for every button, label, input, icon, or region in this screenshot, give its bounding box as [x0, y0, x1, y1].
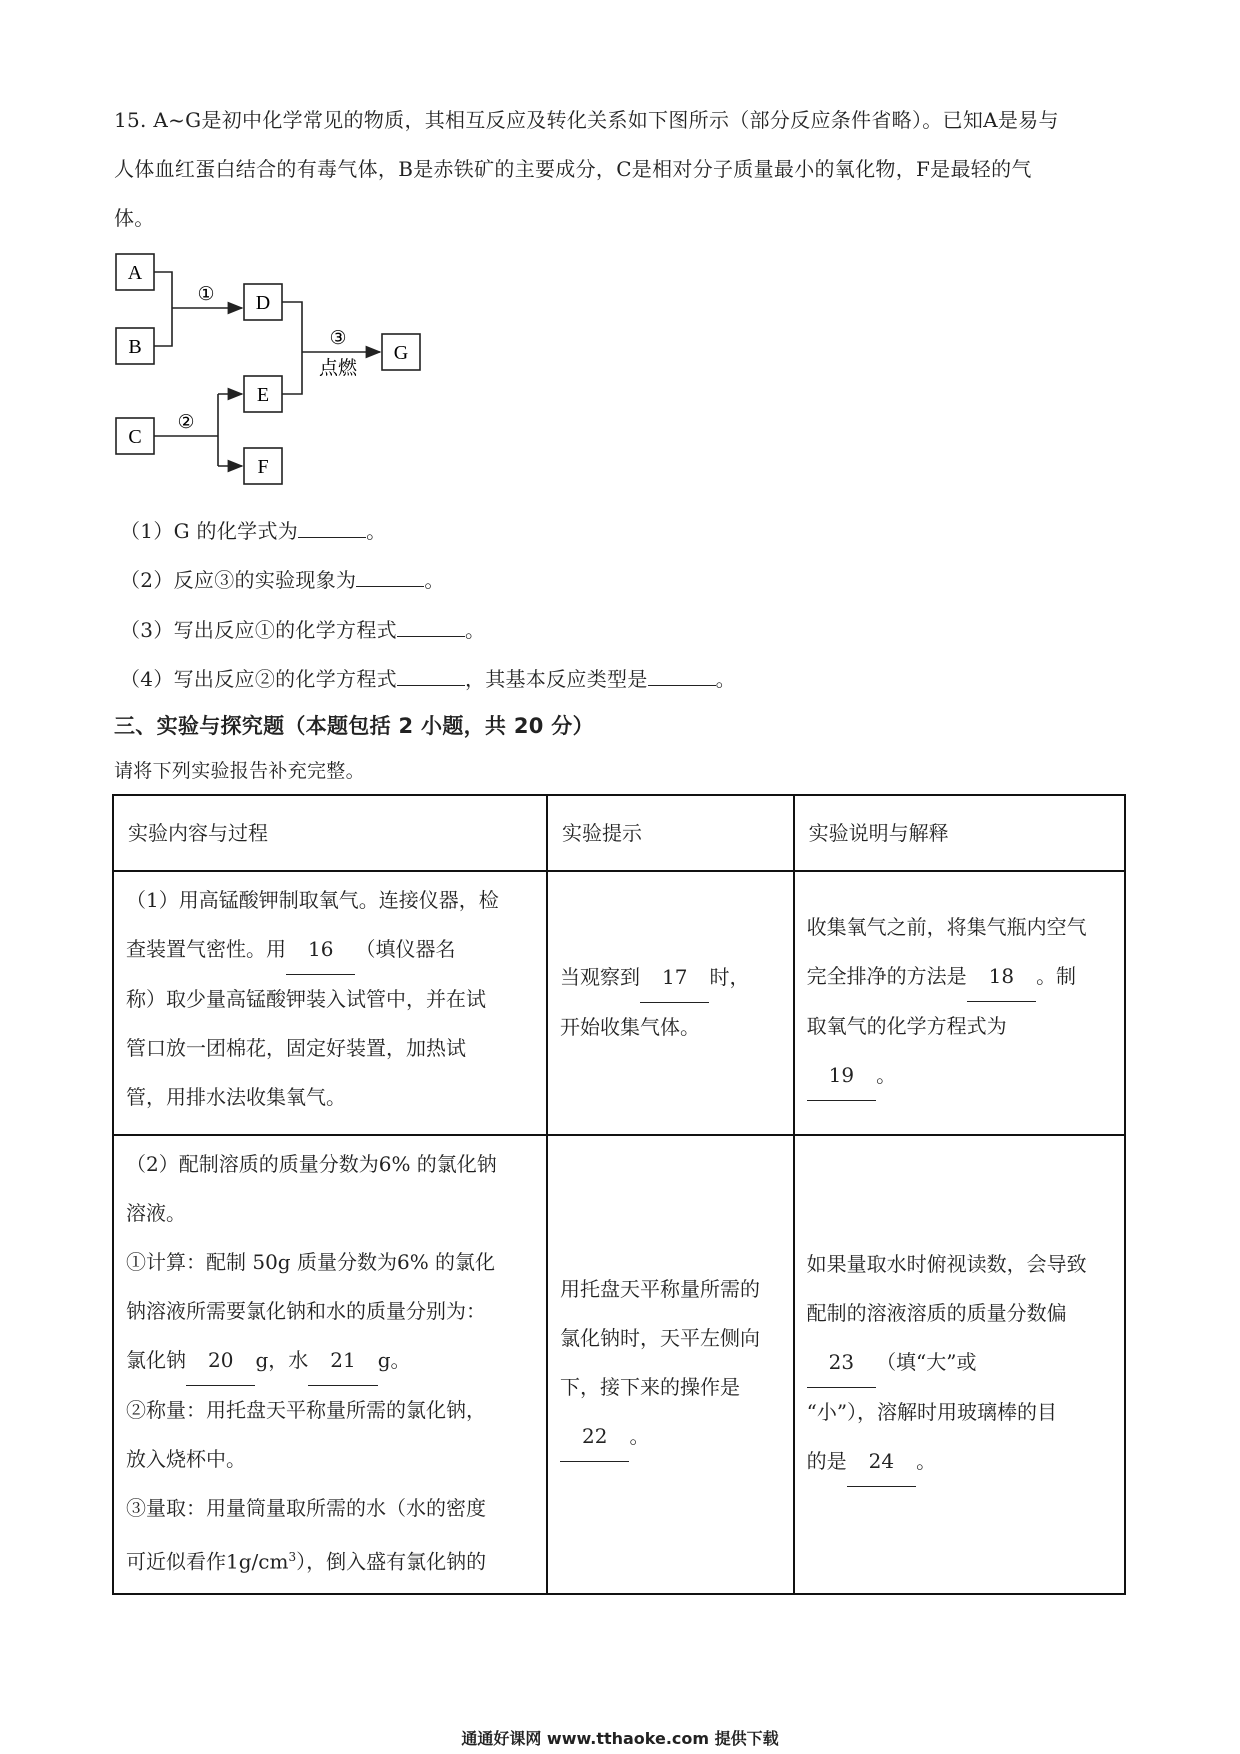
sub-question-3: [120, 614, 485, 644]
cell-text: 的是: [806, 1448, 847, 1473]
superscript: 3: [288, 1550, 297, 1564]
answer-blank[interactable]: [397, 663, 465, 686]
sub-question-2-text: （2）反应③的实验现象为: [120, 568, 357, 592]
cell-line: 管口放一团棉花，固定好装置，加热试: [126, 1036, 466, 1060]
reaction-1-label: ①: [197, 283, 215, 305]
page-footer[interactable]: 通通好课网 www.tthaoke.com 提供下载: [461, 1729, 779, 1748]
cell-line: “小”），溶解时用玻璃棒的目: [806, 1399, 1058, 1424]
blank-16[interactable]: 16: [286, 925, 355, 975]
cell-text: 氯化钠: [126, 1348, 186, 1372]
cell-line: 溶液。: [126, 1201, 186, 1225]
cell-text: 完全排净的方法是: [806, 964, 967, 988]
cell-text: 。: [916, 1448, 937, 1473]
reaction-3-label: ③: [329, 327, 347, 349]
cell-line: 开始收集气体。: [560, 1014, 701, 1039]
section-3-heading: 三、实验与探究题（本题包括 2 小题，共 20 分）: [114, 714, 594, 738]
box-a-label: A: [127, 262, 143, 284]
cell-line: 放入烧杯中。: [126, 1447, 246, 1471]
question-15-text-line-1: 15. A~G是初中化学常见的物质，其相互反应及转化关系如下图所示（部分反应条件省略）。已知A是易与: [114, 108, 1059, 132]
cell-line: ①计算：配制 50g 质量分数为6% 的氯化: [126, 1250, 496, 1274]
box-e-label: E: [256, 384, 270, 406]
cell-line: ②称量：用托盘天平称量所需的氯化钠，: [126, 1398, 486, 1422]
cell-text: 。: [629, 1423, 650, 1448]
column-header-process: 实验内容与过程: [113, 795, 547, 871]
cell-line: 管，用排水法收集氧气。: [126, 1085, 346, 1109]
sub-question-4-text: （4）写出反应②的化学方程式: [120, 667, 397, 691]
blank-18[interactable]: 18: [967, 952, 1036, 1002]
cell-line: [807, 952, 1112, 1002]
cell-text: ），倒入盛有氯化钠的: [296, 1549, 487, 1574]
sub-question-4: [120, 663, 736, 693]
punctuation: 。: [424, 568, 445, 592]
answer-blank[interactable]: [356, 564, 424, 587]
row-1-explanation-cell: [794, 871, 1125, 1135]
reaction-flow-diagram: [110, 250, 440, 500]
sub-question-4-mid-text: ，其基本反应类型是: [464, 667, 648, 691]
row-2-explanation-cell: [794, 1135, 1125, 1594]
box-b-label: B: [128, 336, 142, 358]
sub-question-2: [120, 564, 445, 594]
cell-text: g。: [377, 1348, 411, 1372]
answer-blank[interactable]: [397, 614, 465, 637]
blank-20[interactable]: 20: [186, 1336, 255, 1386]
reaction-3-condition: 点燃: [318, 357, 358, 379]
blank-21[interactable]: 21: [308, 1336, 377, 1386]
cell-line: 称）取少量高锰酸钾装入试管中，并在试: [126, 987, 486, 1011]
cell-line: ③量取：用量筒量取所需的水（水的密度: [126, 1496, 486, 1520]
punctuation: 。: [366, 519, 387, 543]
blank-17[interactable]: 17: [640, 953, 709, 1003]
section-3-instruction: 请将下列实验报告补充完整。: [114, 760, 365, 782]
punctuation: 。: [715, 667, 736, 691]
cell-line: [560, 953, 781, 1003]
cell-line: [807, 1437, 1112, 1487]
row-2-hint-cell: [547, 1135, 794, 1594]
cell-text: 时，: [709, 964, 750, 989]
table-header-row: [113, 795, 1125, 871]
cell-text: （填“大”或: [876, 1349, 977, 1374]
cell-line: 取氧气的化学方程式为: [806, 1014, 1007, 1038]
sub-question-1: [120, 515, 386, 545]
cell-text: 。: [876, 1063, 897, 1087]
box-d-label: D: [255, 292, 271, 314]
cell-text: 查装置气密性。用: [126, 937, 286, 961]
blank-23[interactable]: 23: [807, 1338, 876, 1388]
question-15-text-line-2: 人体血红蛋白结合的有毒气体，B是赤铁矿的主要成分，C是相对分子质量最小的氧化物，F是最轻的气: [114, 157, 1032, 181]
box-f-label: F: [257, 456, 269, 478]
experiment-report-table: [112, 794, 1126, 1595]
cell-line: [807, 1051, 1112, 1101]
cell-line: 收集氧气之前，将集气瓶内空气: [806, 915, 1087, 939]
cell-line: [560, 1412, 781, 1462]
sub-question-1-text: （1）G 的化学式为: [120, 519, 299, 543]
cell-line: [807, 1338, 1112, 1388]
cell-line: 钠溶液所需要氯化钠和水的质量分别为：: [126, 1299, 486, 1323]
cell-text: （填仪器名: [355, 937, 456, 961]
cell-line: 配制的溶液溶质的质量分数偏: [806, 1300, 1067, 1325]
cell-line: [126, 925, 534, 975]
cell-line: 下，接下来的操作是: [560, 1374, 741, 1399]
cell-text: g，水: [255, 1348, 309, 1372]
answer-blank[interactable]: [298, 515, 366, 538]
cell-line: （1）用高锰酸钾制取氧气。连接仪器，检: [126, 888, 499, 912]
box-g-label: G: [393, 342, 409, 364]
cell-text: 可近似看作1g/cm: [126, 1549, 289, 1574]
box-c-label: C: [128, 426, 142, 448]
cell-text: 。制: [1036, 964, 1077, 988]
cell-line: [126, 1533, 534, 1587]
punctuation: 。: [464, 618, 486, 642]
answer-blank[interactable]: [648, 663, 716, 686]
reaction-2-label: ②: [177, 411, 195, 433]
column-header-hints: 实验提示: [547, 795, 794, 871]
blank-19[interactable]: 19: [807, 1051, 876, 1101]
row-2-process-cell: [113, 1135, 547, 1594]
column-header-explanation: 实验说明与解释: [794, 795, 1125, 871]
table-row: [113, 1135, 1125, 1594]
row-1-hint-cell: [547, 871, 794, 1135]
sub-question-3-text: （3）写出反应①的化学方程式: [120, 618, 397, 642]
cell-text: 当观察到: [560, 964, 641, 989]
cell-line: [126, 1336, 534, 1386]
blank-24[interactable]: 24: [847, 1437, 916, 1487]
cell-line: 如果量取水时俯视读数，会导致: [806, 1251, 1087, 1276]
table-row: [113, 871, 1125, 1135]
cell-line: （2）配制溶质的质量分数为6% 的氯化钠: [126, 1152, 497, 1176]
cell-line: 氯化钠时，天平左侧向: [560, 1325, 761, 1350]
question-15-text-line-3: 体。: [114, 206, 155, 230]
blank-22[interactable]: 22: [560, 1412, 629, 1462]
row-1-process-cell: [113, 871, 547, 1135]
cell-line: 用托盘天平称量所需的: [560, 1276, 761, 1301]
